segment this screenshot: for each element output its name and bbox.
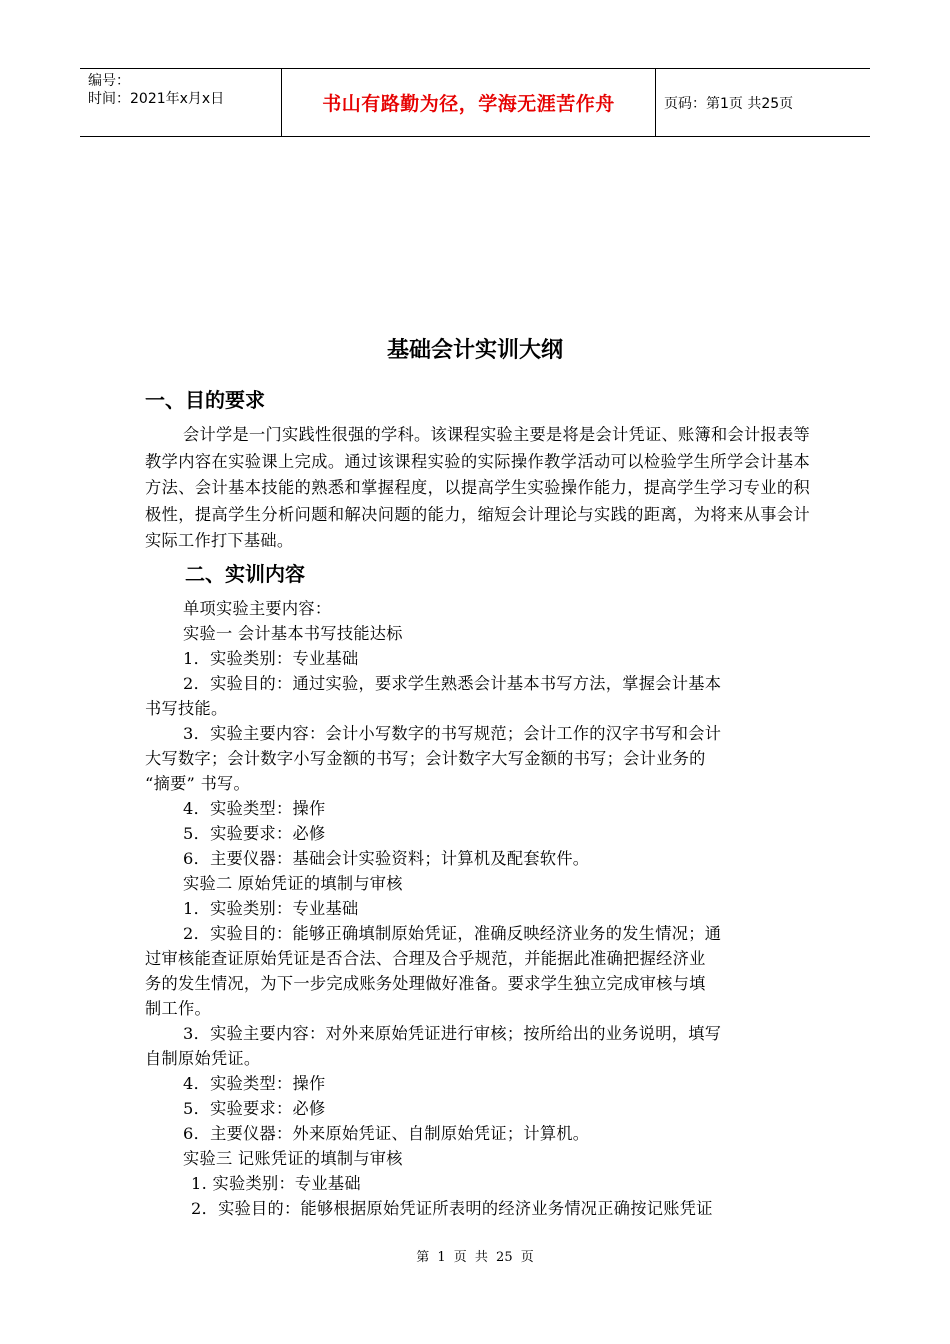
content-line: 3．实验主要内容：对外来原始凭证进行审核；按所给出的业务说明，填写 <box>183 1024 722 1043</box>
time-label: 时间：2021年x月x日 <box>88 91 225 107</box>
content-line: 自制原始凭证。 <box>145 1049 261 1068</box>
content-line: 书写技能。 <box>145 699 228 718</box>
content-line: “摘要” 书写。 <box>145 774 251 793</box>
content-line: 实验三 记账凭证的填制与审核 <box>183 1149 403 1168</box>
header-page-info: 页码：第1页 共25页 <box>664 95 794 112</box>
section1-body: 会计学是一门实践性很强的学科。该课程实验主要是将是会计凭证、账簿和会计报表等教学内容在实验课上完成。通过该课程实验的实际操作教学活动可以检验学生所学会计基本方法、会计基本技能的熟悉和掌握程度，以提高学生实验操作能力，提高学生学习专业的积极性，提高学生分析问题和解决问题的能力，缩短会计理论与实践的距离，为将来从事会计实际工作打下基础。 <box>145 425 810 550</box>
content-line: 实验一 会计基本书写技能达标 <box>183 624 403 643</box>
header-meta <box>80 69 282 136</box>
content-line: 务的发生情况，为下一步完成账务处理做好准备。要求学生独立完成审核与填 <box>145 974 706 993</box>
content-line: 单项实验主要内容： <box>183 599 332 618</box>
content-line: 4．实验类型：操作 <box>183 1074 326 1093</box>
content-line: 6．主要仪器：外来原始凭证、自制原始凭证；计算机。 <box>183 1124 590 1143</box>
number-label: 编号： <box>88 73 130 89</box>
section-heading-1: 一、目的要求 <box>145 388 265 412</box>
content-line: 大写数字；会计数字小写金额的书写；会计数字大写金额的书写；会计业务的 <box>145 749 706 768</box>
content-line: 1. 实验类别：专业基础 <box>191 1174 361 1193</box>
section1-paragraph <box>145 422 810 555</box>
header-table <box>80 68 870 137</box>
section-heading-2: 二、实训内容 <box>185 562 305 586</box>
content-line: 制工作。 <box>145 999 211 1018</box>
content-line: 2．实验目的：能够正确填制原始凭证，准确反映经济业务的发生情况；通 <box>183 924 722 943</box>
content-line: 1．实验类别：专业基础 <box>183 899 359 918</box>
header-motto: 书山有路勤为径，学海无涯苦作舟 <box>282 69 656 136</box>
content-line: 5．实验要求：必修 <box>183 1099 326 1118</box>
content-line: 2．实验目的：通过实验，要求学生熟悉会计基本书写方法，掌握会计基本 <box>183 674 722 693</box>
content-line: 5．实验要求：必修 <box>183 824 326 843</box>
content-line: 实验二 原始凭证的填制与审核 <box>183 874 403 893</box>
page-footer: 第 1 页 共 25 页 <box>416 1250 534 1265</box>
content-line: 过审核能查证原始凭证是否合法、合理及合乎规范，并能据此准确把握经济业 <box>145 949 706 968</box>
content-line: 6．主要仪器：基础会计实验资料；计算机及配套软件。 <box>183 849 590 868</box>
content-line: 4．实验类型：操作 <box>183 799 326 818</box>
content-line: 2．实验目的：能够根据原始凭证所表明的经济业务情况正确按记账凭证 <box>191 1199 713 1218</box>
content-line: 1．实验类别：专业基础 <box>183 649 359 668</box>
content-line: 3．实验主要内容：会计小写数字的书写规范；会计工作的汉字书写和会计 <box>183 724 722 743</box>
document-title: 基础会计实训大纲 <box>386 338 563 363</box>
